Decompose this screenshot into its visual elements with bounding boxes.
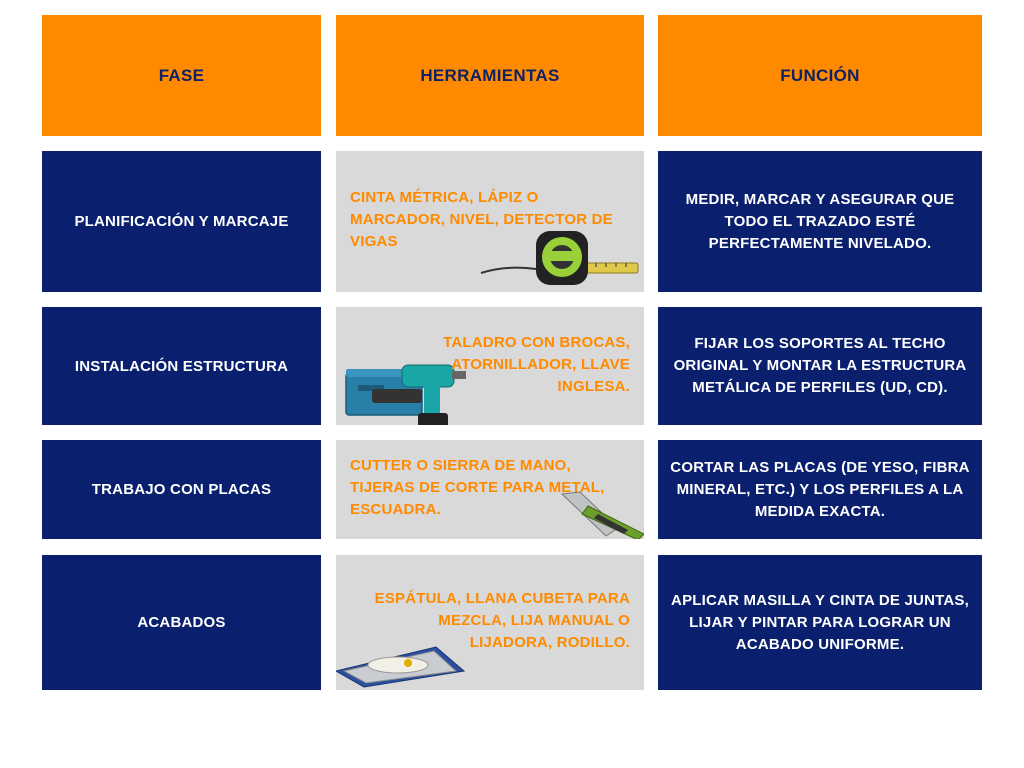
tools-cell-planificacion [336,151,644,292]
function-cell-planificacion [658,151,982,292]
header-funcion-label: FUNCIÓN [780,65,860,85]
header-funcion [658,15,982,136]
phase-cell-planificacion [42,151,321,292]
tools-label: CUTTER O SIERRA DE MANO, TIJERAS DE CORTE PARA METAL, ESCUADRA. [350,457,605,518]
function-label: APLICAR MASILLA Y CINTA DE JUNTAS, LIJAR Y PINTAR PARA LOGRAR UN ACABADO UNIFORME. [671,591,969,653]
phase-label: PLANIFICACIÓN Y MARCAJE [74,213,289,230]
function-label: CORTAR LAS PLACAS (DE YESO, FIBRA MINERAL, ETC.) Y LOS PERFILES A LA MEDIDA EXACTA. [670,458,970,520]
phase-cell-placas [42,440,321,539]
phase-label: ACABADOS [137,614,226,631]
phase-label: INSTALACIÓN ESTRUCTURA [74,357,289,375]
tools-label: ESPÁTULA, LLANA CUBETA PARA MEZCLA, LIJA MANUAL O LIJADORA, RODILLO. [374,590,630,651]
phase-cell-acabados [42,555,321,690]
function-cell-acabados [658,555,982,690]
header-herramientas-label: HERRAMIENTAS [420,65,560,85]
header-fase [42,15,321,136]
tools-cell-placas [336,440,644,539]
phase-cell-instalacion [42,307,321,425]
tools-label: TALADRO CON BROCAS, ATORNILLADOR, LLAVE INGLESA. [443,334,630,395]
function-label: FIJAR LOS SOPORTES AL TECHO ORIGINAL Y MONTAR LA ESTRUCTURA METÁLICA DE PERFILES (UD, CD). [673,335,967,396]
header-fase-label: FASE [158,65,205,85]
function-label: MEDIR, MARCAR Y ASEGURAR QUE TODO EL TRAZADO ESTÉ PERFECTAMENTE NIVELADO. [685,190,955,252]
tools-cell-instalacion [336,307,644,425]
tools-cell-acabados [336,555,644,690]
function-cell-placas [658,440,982,539]
phase-label: TRABAJO CON PLACAS [91,481,272,498]
function-cell-instalacion [658,307,982,425]
tools-label: CINTA MÉTRICA, LÁPIZ O MARCADOR, NIVEL, DETECTOR DE VIGAS [350,189,613,250]
header-herramientas [336,15,644,136]
